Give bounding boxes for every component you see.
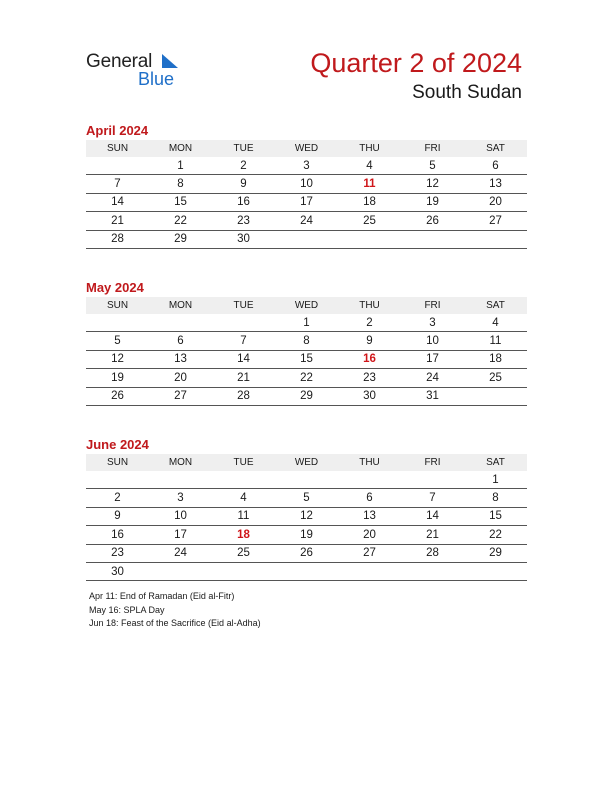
day-cell: 14	[86, 193, 149, 211]
day-cell: 17	[149, 526, 212, 544]
day-cell: 7	[86, 175, 149, 193]
day-cell: 10	[149, 507, 212, 525]
weekday-header-row	[86, 297, 527, 314]
weekday-label: WED	[275, 297, 338, 314]
weekday-header-row	[86, 140, 527, 157]
day-cell: 22	[464, 526, 527, 544]
calendar-grid	[86, 297, 527, 406]
month-april	[86, 122, 527, 249]
day-cell: 6	[149, 332, 212, 350]
calendar-grid	[86, 454, 527, 581]
day-cell: 15	[149, 193, 212, 211]
day-cell: 1	[275, 314, 338, 332]
empty-day-cell	[275, 471, 338, 489]
week-row	[86, 544, 527, 562]
weekday-label: MON	[149, 454, 212, 471]
holiday-notes	[89, 590, 261, 631]
day-cell: 8	[464, 489, 527, 507]
week-row	[86, 332, 527, 350]
day-cell: 29	[464, 544, 527, 562]
day-cell: 27	[464, 212, 527, 230]
week-row	[86, 562, 527, 580]
day-cell: 31	[401, 387, 464, 405]
day-cell: 21	[401, 526, 464, 544]
day-cell: 24	[275, 212, 338, 230]
weekday-label: THU	[338, 454, 401, 471]
day-cell: 22	[275, 369, 338, 387]
country-name: South Sudan	[412, 82, 522, 103]
day-cell: 8	[149, 175, 212, 193]
week-row	[86, 526, 527, 544]
day-cell: 21	[86, 212, 149, 230]
day-cell: 2	[86, 489, 149, 507]
week-row	[86, 157, 527, 175]
day-cell: 3	[401, 314, 464, 332]
day-cell: 28	[86, 230, 149, 248]
weekday-label: FRI	[401, 297, 464, 314]
weekday-label: THU	[338, 297, 401, 314]
day-cell: 20	[338, 526, 401, 544]
empty-day-cell	[212, 471, 275, 489]
month-june	[86, 436, 527, 581]
weekday-label: TUE	[212, 454, 275, 471]
day-cell: 13	[149, 350, 212, 368]
weekday-label: SUN	[86, 140, 149, 157]
weekday-label: MON	[149, 297, 212, 314]
day-cell: 16	[338, 350, 401, 368]
week-row	[86, 212, 527, 230]
empty-day-cell	[338, 230, 401, 248]
weekday-label: WED	[275, 140, 338, 157]
weekday-label: FRI	[401, 140, 464, 157]
holiday-note: Apr 11: End of Ramadan (Eid al-Fitr)	[89, 591, 235, 601]
day-cell: 4	[464, 314, 527, 332]
day-cell: 26	[86, 387, 149, 405]
week-row	[86, 471, 527, 489]
month-title: April 2024	[86, 123, 149, 138]
weekday-label: FRI	[401, 454, 464, 471]
day-cell: 12	[401, 175, 464, 193]
day-cell: 23	[86, 544, 149, 562]
empty-day-cell	[275, 562, 338, 580]
week-row	[86, 230, 527, 248]
day-cell: 13	[338, 507, 401, 525]
day-cell: 19	[401, 193, 464, 211]
weekday-label: SUN	[86, 297, 149, 314]
week-row	[86, 489, 527, 507]
week-row	[86, 193, 527, 211]
empty-day-cell	[212, 314, 275, 332]
day-cell: 16	[212, 193, 275, 211]
weekday-label: MON	[149, 140, 212, 157]
holiday-note: May 16: SPLA Day	[89, 604, 165, 615]
empty-day-cell	[149, 471, 212, 489]
day-cell: 29	[275, 387, 338, 405]
day-cell: 14	[401, 507, 464, 525]
day-cell: 13	[464, 175, 527, 193]
day-cell: 15	[464, 507, 527, 525]
day-cell: 26	[275, 544, 338, 562]
weekday-label: TUE	[212, 140, 275, 157]
day-cell: 21	[212, 369, 275, 387]
day-cell: 28	[212, 387, 275, 405]
day-cell: 6	[338, 489, 401, 507]
logo-triangle-icon	[162, 54, 178, 68]
day-cell: 25	[464, 369, 527, 387]
day-cell: 23	[212, 212, 275, 230]
day-cell: 2	[212, 157, 275, 175]
day-cell: 3	[149, 489, 212, 507]
empty-day-cell	[464, 387, 527, 405]
empty-day-cell	[149, 314, 212, 332]
day-cell: 19	[275, 526, 338, 544]
day-cell: 30	[338, 387, 401, 405]
empty-day-cell	[401, 562, 464, 580]
weekday-label: WED	[275, 454, 338, 471]
day-cell: 3	[275, 157, 338, 175]
day-cell: 18	[464, 350, 527, 368]
day-cell: 5	[401, 157, 464, 175]
week-row	[86, 314, 527, 332]
generalblue-logo	[86, 50, 206, 90]
day-cell: 4	[212, 489, 275, 507]
calendar-grid	[86, 140, 527, 249]
week-row	[86, 175, 527, 193]
day-cell: 1	[464, 471, 527, 489]
week-row	[86, 350, 527, 368]
empty-day-cell	[464, 230, 527, 248]
day-cell: 12	[86, 350, 149, 368]
day-cell: 5	[86, 332, 149, 350]
weekday-label: TUE	[212, 297, 275, 314]
day-cell: 11	[338, 175, 401, 193]
day-cell: 22	[149, 212, 212, 230]
day-cell: 5	[275, 489, 338, 507]
day-cell: 7	[401, 489, 464, 507]
day-cell: 12	[275, 507, 338, 525]
weekday-header-row	[86, 454, 527, 471]
day-cell: 1	[149, 157, 212, 175]
empty-day-cell	[464, 562, 527, 580]
day-cell: 16	[86, 526, 149, 544]
day-cell: 19	[86, 369, 149, 387]
empty-day-cell	[338, 562, 401, 580]
day-cell: 30	[86, 562, 149, 580]
empty-day-cell	[86, 471, 149, 489]
day-cell: 6	[464, 157, 527, 175]
day-cell: 20	[149, 369, 212, 387]
day-cell: 30	[212, 230, 275, 248]
empty-day-cell	[338, 471, 401, 489]
logo-text-blue: Blue	[138, 69, 175, 89]
day-cell: 26	[401, 212, 464, 230]
empty-day-cell	[149, 562, 212, 580]
week-row	[86, 369, 527, 387]
day-cell: 9	[338, 332, 401, 350]
day-cell: 24	[401, 369, 464, 387]
empty-day-cell	[86, 314, 149, 332]
day-cell: 25	[338, 212, 401, 230]
day-cell: 4	[338, 157, 401, 175]
week-row	[86, 507, 527, 525]
day-cell: 9	[212, 175, 275, 193]
day-cell: 10	[275, 175, 338, 193]
day-cell: 2	[338, 314, 401, 332]
day-cell: 8	[275, 332, 338, 350]
day-cell: 29	[149, 230, 212, 248]
day-cell: 7	[212, 332, 275, 350]
month-title: May 2024	[86, 280, 144, 295]
month-may	[86, 279, 527, 406]
day-cell: 18	[212, 526, 275, 544]
day-cell: 14	[212, 350, 275, 368]
month-title: June 2024	[86, 437, 149, 452]
weekday-label: SAT	[464, 140, 527, 157]
day-cell: 15	[275, 350, 338, 368]
logo-text-general: General	[86, 51, 153, 72]
day-cell: 10	[401, 332, 464, 350]
day-cell: 27	[338, 544, 401, 562]
day-cell: 9	[86, 507, 149, 525]
empty-day-cell	[401, 230, 464, 248]
day-cell: 11	[212, 507, 275, 525]
weekday-label: SAT	[464, 454, 527, 471]
empty-day-cell	[212, 562, 275, 580]
day-cell: 18	[338, 193, 401, 211]
empty-day-cell	[86, 157, 149, 175]
day-cell: 28	[401, 544, 464, 562]
holiday-note: Jun 18: Feast of the Sacrifice (Eid al-Adha)	[89, 618, 261, 628]
page-title: Quarter 2 of 2024	[310, 48, 522, 78]
day-cell: 24	[149, 544, 212, 562]
empty-day-cell	[275, 230, 338, 248]
day-cell: 17	[275, 193, 338, 211]
weekday-label: SUN	[86, 454, 149, 471]
weekday-label: THU	[338, 140, 401, 157]
day-cell: 27	[149, 387, 212, 405]
week-row	[86, 387, 527, 405]
day-cell: 17	[401, 350, 464, 368]
weekday-label: SAT	[464, 297, 527, 314]
day-cell: 25	[212, 544, 275, 562]
empty-day-cell	[401, 471, 464, 489]
day-cell: 11	[464, 332, 527, 350]
day-cell: 23	[338, 369, 401, 387]
day-cell: 20	[464, 193, 527, 211]
